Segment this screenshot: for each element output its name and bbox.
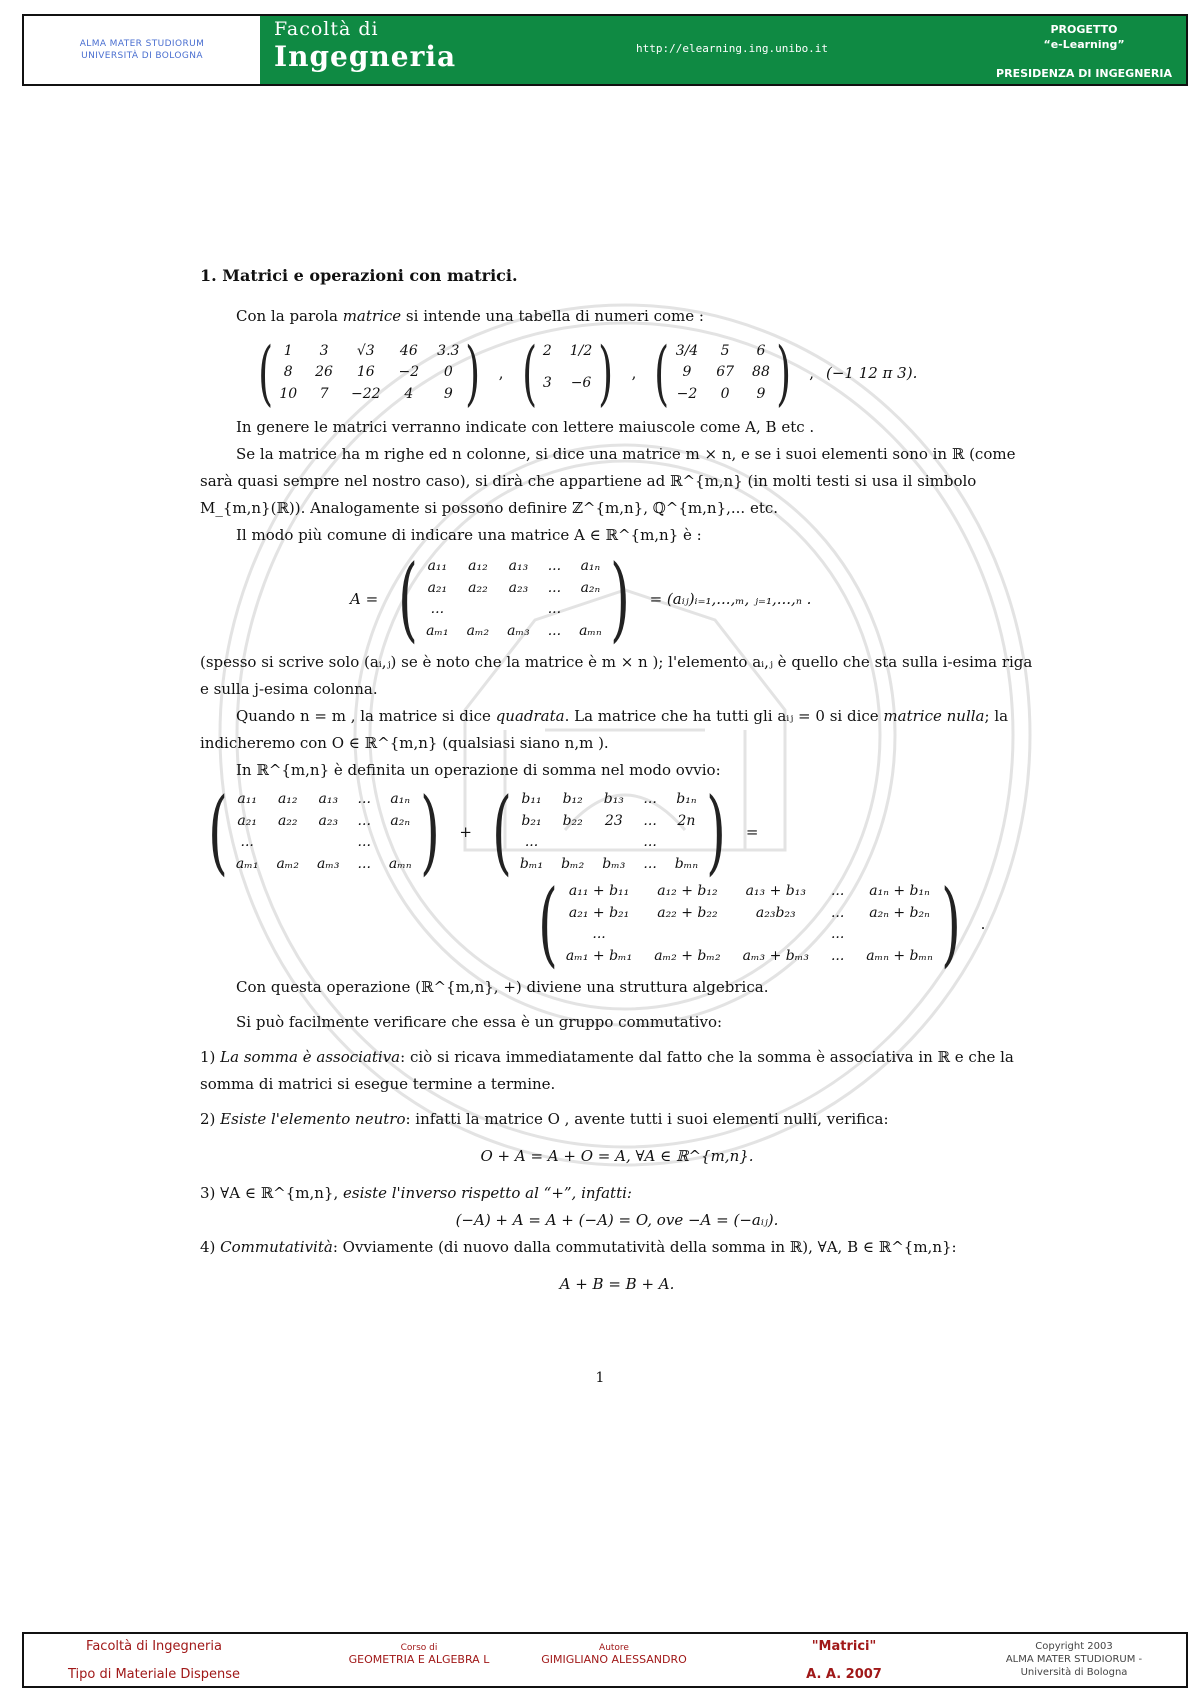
matrix-entry: −2: [398, 364, 420, 381]
matrix-entry: 9: [443, 385, 453, 402]
matrix-entry: 5: [720, 343, 730, 359]
matrix-entry: 7: [319, 385, 329, 402]
matrix-entry: [743, 924, 809, 946]
uni-line1: ALMA MATER STUDIORUM: [79, 39, 205, 49]
matrix-entry: a₂₃: [508, 579, 529, 596]
property-commutative: 4) Commutatività: Ovviamente (di nuovo dalla commutatività della somma in ℝ), ∀A, B ∈ ℝ^{m,n}:: [200, 1238, 957, 1256]
matrix-entry: bₘ₁: [519, 855, 544, 872]
matrix-entry: ...: [592, 926, 606, 942]
matrix-example-1: ( 1 3 √3 46 3.3 8 26 16 −2 0 10 7 −22 4 9 ): [258, 332, 481, 414]
matrix-entry: 16: [356, 364, 375, 381]
matrix-entry: ...: [357, 791, 371, 807]
matrix-entry: aₘ₁ + bₘ₁: [565, 947, 633, 964]
matrix-entry: a₂₁ + b₂₁: [568, 904, 630, 921]
matrix-entry: a₁₂: [277, 791, 298, 807]
matrix-entry: aₘ₃ + bₘ₃: [742, 947, 809, 964]
matrix-entry: ...: [357, 812, 371, 829]
matrix-entry: aₘₙ + bₘₙ: [866, 947, 933, 964]
matrix-entry: 88: [752, 364, 770, 381]
matrix-entry: [675, 832, 698, 854]
matrix-entry: 3: [319, 343, 329, 359]
proj-line3: PRESIDENZA DI INGEGNERIA: [996, 67, 1172, 80]
matrix-entry: aₘ₁: [235, 855, 259, 872]
section-title: 1. Matrici e operazioni con matrici.: [200, 266, 518, 285]
matrix-entry: 1: [283, 343, 293, 359]
equals-sign: =: [745, 822, 759, 841]
paragraph-element: (spesso si scrive solo (aᵢ,ⱼ) se è noto che la matrice è m × n ); l'elemento aᵢ,ⱼ è quello che sta sulla i-esima riga e sulla j-esima colonna.: [200, 653, 1033, 698]
page-header: [22, 14, 1188, 86]
matrix-entry: 3/4: [675, 343, 699, 359]
proj-line2: “e-Learning”: [1043, 38, 1125, 51]
footer-title: "Matrici": [811, 1639, 877, 1654]
matrix-entry: −6: [570, 375, 592, 391]
matrix-entry: a₂₁: [237, 812, 257, 829]
property-neutral: 2) Esiste l'elemento neutro: infatti la matrice O , avente tutti i suoi elementi nulli, verifica:: [200, 1110, 889, 1128]
matrix-entry: ...: [830, 926, 845, 942]
matrix-entry: ...: [547, 558, 562, 574]
matrix-entry: 3.3: [437, 343, 460, 359]
paragraph-dimensions: Se la matrice ha m righe ed n colonne, si dice una matrice m × n, e se i suoi elementi sono in ℝ (come sarà quasi sempre nel nostro caso), si dirà che appartiene ad ℝ^{m,n} (in molti testi si usa il simbolo M_{m,n}(ℝ)). Analogamente si possono definire ℤ^{m,n}, ℚ^{m,n},... etc.: [200, 445, 1016, 517]
paragraph-intro: Con la parola matrice si intende una tabella di numeri come :: [236, 307, 704, 325]
matrix-entry: a₂₂: [277, 812, 298, 829]
example-matrices: ( 1 3 √3 46 3.3 8 26 16 −2 0 10 7 −22 4 9 ) , ( 2 1/2 3 −6 ) , ( 3/4 5 6 9 67 88 −2 0 9 ) , (−1 12 π 3).: [252, 338, 1034, 408]
paragraph-common-form: Il modo più comune di indicare una matrice A ∈ ℝ^{m,n} è :: [236, 526, 702, 544]
matrix-entry: ...: [643, 791, 657, 807]
matrix-entry: a₁₂ + b₁₂: [657, 883, 718, 899]
university-logo-text: [24, 16, 260, 84]
matrix-entry: ...: [547, 579, 562, 596]
footer-year: A. A. 2007: [806, 1667, 882, 1682]
paragraph-sum-def: In ℝ^{m,n} è definita un operazione di somma nel modo ovvio:: [236, 761, 721, 779]
matrix-entry: 0: [720, 385, 730, 402]
matrix-entry: [276, 832, 299, 854]
matrix-entry: 67: [716, 364, 735, 381]
matrix-entry: 8: [283, 364, 293, 381]
matrix-entry: a₁ₙ + b₁ₙ: [869, 883, 930, 899]
matrix-a-label: A =: [350, 589, 379, 608]
matrix-entry: ...: [643, 834, 657, 850]
matrix-example-2: ( 2 1/2 3 −6 ): [521, 332, 614, 414]
footer-course: Corso di GEOMETRIA E ALGEBRA L: [348, 1643, 490, 1666]
matrix-entry: ...: [524, 834, 539, 850]
matrix-entry: a₁₃: [318, 791, 339, 807]
matrix-entry: 2n: [677, 812, 696, 829]
matrix-entry: 10: [279, 385, 298, 402]
matrix-example-3: ( 3/4 5 6 9 67 88 −2 0 9 ): [654, 332, 792, 414]
faculty-big: Ingegneria: [274, 40, 457, 73]
paragraph-square: Quando n = m , la matrice si dice quadrata. La matrice che ha tutti gli aᵢⱼ = 0 si dice matrice nulla; la indicheremo con O ∈ ℝ^{m,n} (qualsiasi siano n,m ).: [200, 707, 1009, 752]
matrix-entry: b₁₂: [562, 791, 583, 807]
matrix-entry: a₂ₙ: [580, 579, 601, 596]
matrix-entry: 26: [315, 364, 333, 381]
faculty-small: Facoltà di: [274, 18, 379, 40]
paragraph-notation: In genere le matrici verranno indicate con lettere maiuscole come A, B etc .: [236, 418, 815, 436]
matrix-entry: 46: [399, 343, 418, 359]
matrix-entry: aₘₙ: [579, 622, 602, 639]
matrix-entry: b₁₁: [521, 791, 542, 807]
matrix-entry: ...: [547, 622, 562, 639]
row-vector: (−1 12 π 3).: [825, 363, 918, 382]
matrix-entry: 23: [604, 812, 623, 829]
matrix-entry: ...: [830, 904, 845, 921]
document-body: [200, 262, 1034, 1308]
property-inverse: 3) ∀A ∈ ℝ^{m,n}, esiste l'inverso rispetto al “+”, infatti:: [200, 1184, 632, 1202]
matrix-entry: [654, 924, 720, 946]
matrix-grid: [426, 553, 602, 645]
matrix-entry: a₁₃ + b₁₃: [745, 883, 806, 899]
matrix-a-rhs: = (aᵢⱼ)ᵢ₌₁,...,ₘ, ⱼ₌₁,...,ₙ .: [649, 589, 812, 608]
matrix-entry: ...: [430, 601, 445, 617]
matrix-entry: ...: [830, 947, 845, 964]
matrix-grid: [676, 338, 770, 408]
matrix-entry: √3: [356, 343, 375, 359]
matrix-entry: a₁₁: [237, 791, 257, 807]
footer-type: Tipo di Materiale Dispense: [67, 1667, 241, 1682]
matrix-entry: a₂₂ + b₂₂: [657, 904, 718, 921]
matrix-grid: [520, 786, 698, 878]
page-footer: [22, 1632, 1188, 1688]
matrix-entry: ...: [357, 855, 371, 872]
matrix-grid: [279, 338, 459, 408]
matrix-entry: aₘ₃: [317, 855, 340, 872]
footer-faculty: Facoltà di Ingegneria: [86, 1639, 222, 1654]
proj-line1: PROGETTO: [1050, 23, 1118, 36]
paragraph-structure: Con questa operazione (ℝ^{m,n}, +) diviene una struttura algebrica.: [236, 978, 769, 996]
matrix-entry: [561, 832, 584, 854]
matrix-entry: −2: [676, 385, 698, 402]
matrix-entry: 3: [542, 375, 552, 391]
matrix-entry: b₁ₙ: [676, 791, 697, 807]
matrix-entry: 9: [756, 385, 766, 402]
matrix-entry: 2: [542, 343, 552, 359]
elearning-link[interactable]: http://elearning.ing.unibo.it: [636, 42, 829, 55]
matrix-entry: 9: [682, 364, 692, 381]
footer-copyright: Copyright 2003 ALMA MATER STUDIORUM - Università di Bologna: [1005, 1641, 1143, 1678]
matrix-entry: a₂ₙ + b₂ₙ: [869, 904, 930, 921]
matrix-entry: a₁₁ + b₁₁: [568, 883, 630, 899]
matrix-entry: 1/2: [569, 343, 593, 359]
matrix-entry: [579, 599, 602, 621]
paragraph-group: Si può facilmente verificare che essa è un gruppo commutativo:: [236, 1013, 723, 1031]
matrix-entry: [866, 924, 932, 946]
matrix-entry: ...: [830, 883, 845, 899]
matrix-entry: [467, 599, 490, 621]
matrix-entry: a₂₃: [318, 812, 339, 829]
general-matrix: A = ( a₁₁ a₁₂ a₁₃ ... a₁ₙ a₂₁ a₂₂ a₂₃ ... a₂ₙ ... ... aₘ₁ aₘ₂ aₘ₃ ... aₘₙ ) = (aᵢⱼ)ᵢ₌₁,...,ₘ, ⱼ₌₁,...,ₙ .: [350, 545, 812, 652]
equation-commutative: A + B = B + A.: [559, 1275, 675, 1293]
matrix-entry: bₘₙ: [674, 855, 699, 872]
matrix-entry: −22: [350, 385, 381, 402]
matrix-entry: 6: [756, 343, 766, 359]
matrix-grid: [543, 338, 592, 408]
matrix-entry: a₁₁: [427, 558, 448, 574]
matrix-entry: 4: [404, 385, 414, 402]
plus-sign: +: [459, 822, 472, 841]
project-label: [996, 22, 1172, 81]
matrix-entry: b₂₁: [521, 812, 542, 829]
matrix-entry: aₘ₂: [276, 855, 299, 872]
matrix-entry: ...: [240, 834, 254, 850]
matrix-entry: [317, 832, 340, 854]
uni-line2: UNIVERSITÀ DI BOLOGNA: [81, 51, 203, 61]
equation-neutral: O + A = A + O = A, ∀A ∈ ℝ^{m,n}.: [480, 1147, 754, 1165]
matrix-entry: a₂₃b₂₃: [755, 904, 796, 921]
matrix-entry: a₁₃: [508, 558, 529, 574]
matrix-entry: a₁₂: [468, 558, 488, 574]
matrix-entry: aₘ₁: [426, 622, 449, 639]
sum-result: ( a₁₁ + b₁₁ a₁₂ + b₁₂ a₁₃ + b₁₃ ... a₁ₙ + b₁ₙ a₂₁ + b₂₁ a₂₂ + b₂₂ a₂₃b₂₃ ... a₂ₙ + b₂ₙ ... ... aₘ₁ + bₘ₁ aₘ₂ + bₘ₂ aₘ₃ + bₘ₃ ... aₘₙ + bₘₙ ) .: [538, 870, 986, 977]
property-associative: 1) La somma è associativa: ciò si ricava immediatamente dal fatto che la somma è associativa in ℝ e che la somma di matrici si esegue termine a termine.: [200, 1048, 1014, 1093]
matrix-grid: [236, 786, 412, 878]
matrix-entry: b₂₂: [562, 812, 583, 829]
sum-operands: ( a₁₁ a₁₂ a₁₃ ... a₁ₙ a₂₁ a₂₂ a₂₃ ... a₂ₙ ... ... aₘ₁ aₘ₂ aₘ₃ ... aₘₙ ) + ( b₁₁ b₁₂ b₁₃ ... b₁ₙ b₂₁ b₂₂ 23 ... 2n ... ... bₘ₁ bₘ₂ bₘ₃ ... bₘₙ ) =: [208, 778, 759, 885]
header-banner: [260, 16, 1186, 84]
matrix-entry: aₘ₂: [466, 622, 490, 639]
matrix-entry: [507, 599, 530, 621]
page-number: 1: [595, 1370, 605, 1386]
matrix-entry: a₁ₙ: [390, 791, 411, 807]
matrix-entry: ...: [643, 812, 657, 829]
matrix-entry: ...: [547, 601, 562, 617]
footer-author: Autore GIMIGLIANO ALESSANDRO: [541, 1643, 687, 1666]
matrix-entry: [602, 832, 625, 854]
matrix-entry: aₘₙ: [388, 855, 412, 872]
matrix-entry: bₘ₃: [602, 855, 626, 872]
equation-inverse: (−A) + A = A + (−A) = O, ove −A = (−aᵢⱼ).: [455, 1211, 779, 1229]
matrix-grid: [566, 878, 933, 970]
matrix-entry: bₘ₂: [561, 855, 585, 872]
matrix-entry: a₂ₙ: [390, 812, 411, 829]
matrix-entry: [389, 832, 412, 854]
matrix-entry: 0: [443, 364, 453, 381]
matrix-entry: aₘ₂ + bₘ₂: [654, 947, 721, 964]
matrix-entry: aₘ₃: [507, 622, 530, 639]
matrix-entry: a₂₂: [468, 579, 488, 596]
matrix-entry: a₁ₙ: [580, 558, 601, 574]
matrix-entry: ...: [643, 855, 657, 872]
matrix-entry: a₂₁: [427, 579, 448, 596]
matrix-entry: ...: [357, 834, 371, 850]
matrix-entry: b₁₃: [603, 791, 624, 807]
